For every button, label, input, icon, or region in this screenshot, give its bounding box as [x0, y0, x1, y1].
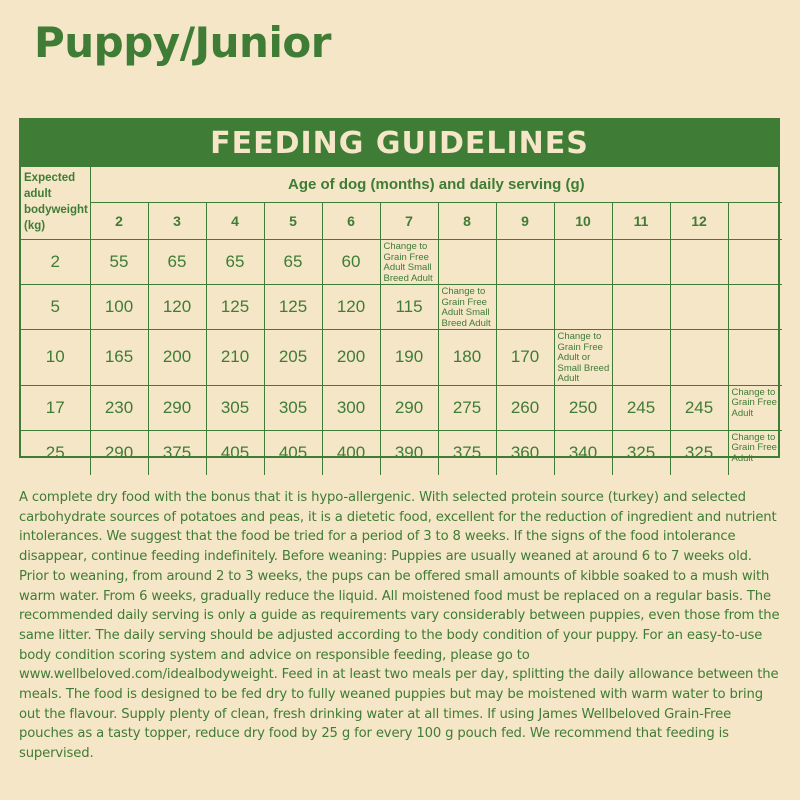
bodyweight-cell: 25: [21, 430, 90, 475]
serving-cell: [554, 285, 612, 330]
serving-cell: 65: [206, 240, 264, 285]
change-food-note: Change to Grain Free Adult or Small Breed Adult: [554, 330, 612, 386]
serving-cell: [496, 240, 554, 285]
serving-cell: 245: [670, 385, 728, 430]
change-food-note: Change to Grain Free Adult Small Breed Adult: [438, 285, 496, 330]
feeding-table: [19, 118, 780, 464]
month-header: 10: [554, 203, 612, 240]
serving-cell: 340: [554, 430, 612, 475]
serving-cell: 210: [206, 330, 264, 386]
serving-cell: 230: [90, 385, 148, 430]
serving-cell: 125: [264, 285, 322, 330]
serving-cell: 125: [206, 285, 264, 330]
serving-cell: 290: [90, 430, 148, 475]
serving-cell: 100: [90, 285, 148, 330]
serving-cell: 60: [322, 240, 380, 285]
serving-cell: 120: [322, 285, 380, 330]
serving-cell: 55: [90, 240, 148, 285]
bodyweight-cell: 10: [21, 330, 90, 386]
serving-cell: [728, 330, 782, 386]
serving-cell: 115: [380, 285, 438, 330]
serving-cell: [554, 240, 612, 285]
month-header: 12: [670, 203, 728, 240]
serving-cell: 65: [264, 240, 322, 285]
serving-cell: 375: [148, 430, 206, 475]
serving-cell: [612, 330, 670, 386]
serving-cell: 200: [322, 330, 380, 386]
serving-cell: 205: [264, 330, 322, 386]
serving-cell: 245: [612, 385, 670, 430]
month-header: 6: [322, 203, 380, 240]
serving-cell: 180: [438, 330, 496, 386]
serving-cell: 190: [380, 330, 438, 386]
serving-cell: 400: [322, 430, 380, 475]
serving-cell: [612, 285, 670, 330]
serving-cell: 200: [148, 330, 206, 386]
table-row: [21, 385, 782, 430]
serving-cell: 305: [264, 385, 322, 430]
serving-cell: 165: [90, 330, 148, 386]
table-row: [21, 240, 782, 285]
serving-cell: 65: [148, 240, 206, 285]
serving-cell: 275: [438, 385, 496, 430]
serving-cell: 250: [554, 385, 612, 430]
bodyweight-cell: 17: [21, 385, 90, 430]
month-header: 5: [264, 203, 322, 240]
month-header: 3: [148, 203, 206, 240]
feeding-grid: [21, 167, 782, 475]
serving-cell: [612, 240, 670, 285]
serving-cell: 120: [148, 285, 206, 330]
table-banner: FEEDING GUIDELINES: [21, 120, 778, 167]
month-header: 9: [496, 203, 554, 240]
serving-cell: 375: [438, 430, 496, 475]
table-row: [21, 430, 782, 475]
serving-cell: [670, 330, 728, 386]
table-row: [21, 330, 782, 386]
serving-cell: 305: [206, 385, 264, 430]
month-header: 2: [90, 203, 148, 240]
serving-cell: 325: [670, 430, 728, 475]
serving-cell: 405: [264, 430, 322, 475]
age-header: Age of dog (months) and daily serving (g): [90, 167, 782, 203]
serving-cell: 290: [380, 385, 438, 430]
serving-cell: 390: [380, 430, 438, 475]
month-header: 4: [206, 203, 264, 240]
month-header: [728, 203, 782, 240]
change-food-note: Change to Grain Free Adult: [728, 385, 782, 430]
serving-cell: [728, 285, 782, 330]
serving-cell: 360: [496, 430, 554, 475]
month-header: 11: [612, 203, 670, 240]
serving-cell: [496, 285, 554, 330]
serving-cell: 170: [496, 330, 554, 386]
month-header: 7: [380, 203, 438, 240]
serving-cell: 300: [322, 385, 380, 430]
bodyweight-header: Expected adult bodyweight (kg): [21, 167, 90, 240]
serving-cell: 405: [206, 430, 264, 475]
serving-cell: [728, 240, 782, 285]
change-food-note: Change to Grain Free Adult Small Breed Adult: [380, 240, 438, 285]
serving-cell: 260: [496, 385, 554, 430]
feeding-description: A complete dry food with the bonus that it is hypo-allergenic. With selected protein source (turkey) and selected carbohydrate sources of potatoes and peas, it is a dietetic food, excellent for the reduction of ingredient and nutrient intolerances. We suggest that the food be tried for a period of 3 to 8 weeks. If the signs of the food intolerance disappear, continue feeding indefinitely. Before weaning: Puppies are usually weaned at around 6 to 7 weeks old. Prior to weaning, from around 2 to 3 weeks, the pups can be offered small amounts of kibble soaked to a mush with warm water. From 6 weeks, gradually reduce the liquid. All moistened food must be replaced on a regular basis. The recommended daily serving is only a guide as requirements vary considerably between puppies, even those from the same litter. The daily serving should be adjusted according to the body condition of your puppy. For an easy-to-use body condition scoring system and advice on responsible feeding, please go to www.wellbeloved.com/idealbodyweight. Feed in at least two meals per day, splitting the daily allowance between the meals. The food is designed to be fed dry to fully weaned puppies but may be moistened with warm water to bring out the flavour. Supply plenty of clean, fresh drinking water at all times. If using James Wellbeloved Grain-Free pouches as a tasty topper, reduce dry food by 25 g for every 100 g pouch fed. We recommend that feeding is supervised.: [19, 490, 780, 762]
month-header: 8: [438, 203, 496, 240]
page-title: Puppy/Junior: [34, 18, 331, 67]
serving-cell: 325: [612, 430, 670, 475]
serving-cell: [670, 285, 728, 330]
change-food-note: Change to Grain Free Adult: [728, 430, 782, 475]
bodyweight-cell: 5: [21, 285, 90, 330]
bodyweight-cell: 2: [21, 240, 90, 285]
table-row: [21, 285, 782, 330]
serving-cell: 290: [148, 385, 206, 430]
serving-cell: [438, 240, 496, 285]
serving-cell: [670, 240, 728, 285]
